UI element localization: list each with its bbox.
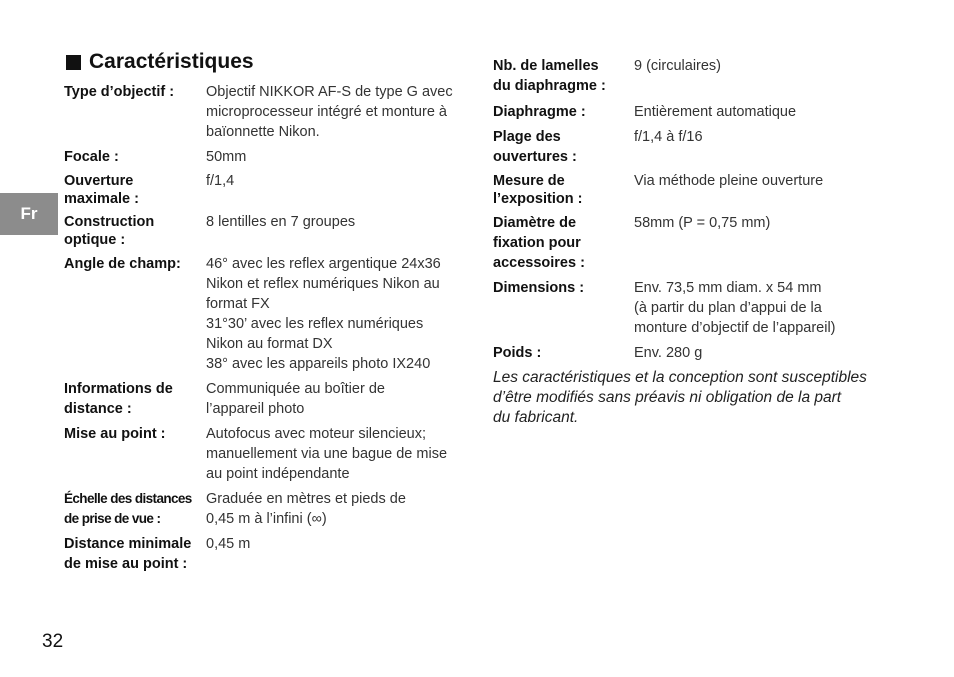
spec-label: Ouverture maximale : xyxy=(64,173,139,207)
page-number: 32 xyxy=(42,631,64,652)
spec-label: Construction optique : xyxy=(64,214,155,248)
section-heading xyxy=(66,50,254,74)
left-spec-list xyxy=(64,82,464,579)
spec-row-diaphragm xyxy=(493,102,913,122)
spec-label: Dimensions : xyxy=(493,280,585,296)
spec-row-angle-of-view xyxy=(64,254,464,374)
spec-row-weight xyxy=(493,343,913,363)
spec-row-lens-construction xyxy=(64,213,464,249)
spec-value: Entièrement automatique xyxy=(634,104,797,120)
spec-label: Type d’objectif : xyxy=(64,84,175,100)
right-spec-list xyxy=(493,56,913,428)
spec-value: Via méthode pleine ouverture xyxy=(634,173,824,189)
spec-row-distance-scale xyxy=(64,489,464,529)
spec-label: Angle de champ: xyxy=(64,256,181,272)
spec-row-min-focus-distance xyxy=(64,534,464,574)
spec-value: Env. 280 g xyxy=(634,345,703,361)
spec-row-diaphragm-blades xyxy=(493,56,913,96)
spec-row-distance-info xyxy=(64,379,464,419)
spec-label: Informations de distance : xyxy=(64,381,173,417)
spec-value: 50mm xyxy=(206,149,247,165)
spec-row-focal-length xyxy=(64,147,464,167)
spec-value: Graduée en mètres et pieds de 0,45 m à l’infini (∞) xyxy=(206,491,406,527)
square-bullet-icon xyxy=(66,55,81,70)
spec-row-dimensions xyxy=(493,278,913,338)
spec-label: Mise au point : xyxy=(64,426,166,442)
language-tab: Fr xyxy=(0,193,58,235)
spec-value: Autofocus avec moteur silencieux; manuellement via une bague de mise au point indépendante xyxy=(206,426,448,482)
spec-label: Nb. de lamelles du diaphragme : xyxy=(493,58,606,94)
spec-row-exposure-measurement xyxy=(493,172,913,208)
spec-row-max-aperture xyxy=(64,172,464,208)
section-title: Caractéristiques xyxy=(89,50,254,73)
spec-label: Distance minimale de mise au point : xyxy=(64,536,192,572)
spec-value: Objectif NIKKOR AF-S de type G avec microprocesseur intégré et monture à baïonnette Nikon. xyxy=(206,84,453,140)
spec-row-focusing xyxy=(64,424,464,484)
spec-row-attachment-size xyxy=(493,213,913,273)
spec-row-lens-type xyxy=(64,82,464,142)
disclaimer-note: Les caractéristiques et la conception sont susceptibles d’être modifiés sans préavis ni obligation de la part du fabricant. xyxy=(493,369,867,426)
spec-value: Communiquée au boîtier de l’appareil photo xyxy=(206,381,385,417)
spec-label: Mesure de l’exposition : xyxy=(493,173,583,207)
spec-value: f/1,4 xyxy=(206,173,235,189)
spec-value: 9 (circulaires) xyxy=(634,58,722,74)
spec-value: Env. 73,5 mm diam. x 54 mm (à partir du plan d’appui de la monture d’objectif de l’appareil) xyxy=(634,280,836,336)
spec-label: Poids : xyxy=(493,345,542,361)
spec-value: 46° avec les reflex argentique 24x36 Nikon et reflex numériques Nikon au format FX 31°30’ avec les reflex numériques Nikon au format DX 38° avec les appareils photo IX240 xyxy=(206,256,441,372)
spec-label: Focale : xyxy=(64,149,119,165)
spec-label: Diaphragme : xyxy=(493,104,586,120)
spec-row-aperture-range xyxy=(493,127,913,167)
spec-label: Plage des ouvertures : xyxy=(493,129,577,165)
spec-label: Échelle des distances de prise de vue : xyxy=(64,491,192,526)
spec-value: 58mm (P = 0,75 mm) xyxy=(634,215,771,231)
spec-value: f/1,4 à f/16 xyxy=(634,129,703,145)
spec-label: Diamètre de fixation pour accessoires : xyxy=(493,215,585,271)
spec-value: 0,45 m xyxy=(206,536,251,552)
spec-value: 8 lentilles en 7 groupes xyxy=(206,214,356,230)
